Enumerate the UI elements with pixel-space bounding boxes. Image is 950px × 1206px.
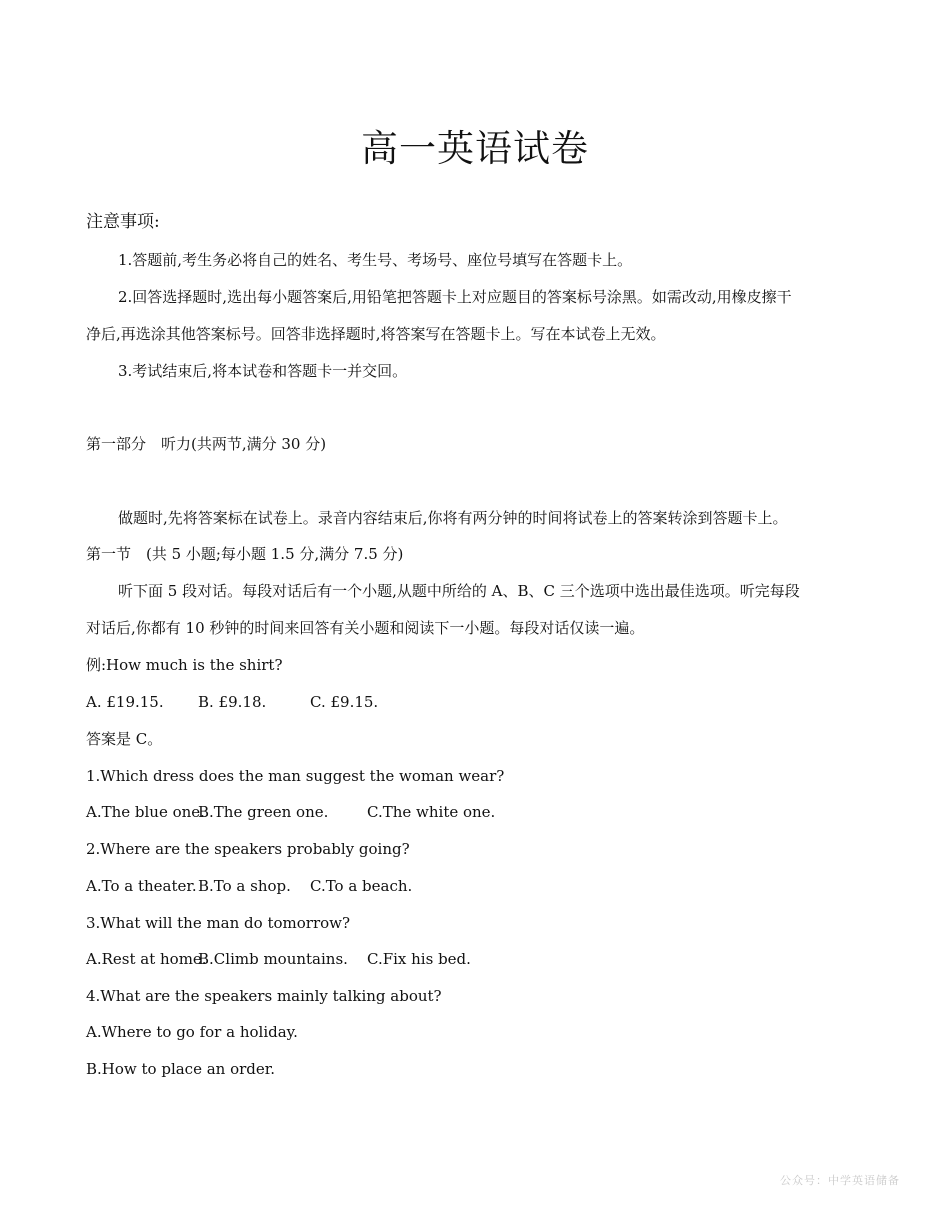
question-2-stem: 2.Where are the speakers probably going? [86, 840, 410, 858]
question-2-option-a: A.To a theater. [86, 877, 197, 895]
notes-item-3: 3.考试结束后,将本试卷和答题卡一并交回。 [118, 362, 408, 380]
watermark: 公众号：中学英语储备 [780, 1174, 900, 1187]
question-1-stem: 1.Which dress does the man suggest the woman wear? [86, 767, 505, 785]
part1-heading: 第一部分 听力(共两节,满分 30 分) [86, 435, 327, 453]
question-4-stem: 4.What are the speakers mainly talking about? [86, 987, 442, 1005]
question-3-option-c: C.Fix his bed. [367, 950, 471, 968]
example-option-b: B. £9.18. [198, 693, 267, 711]
example-options [86, 692, 378, 712]
question-2-option-b: B.To a shop. [198, 877, 291, 895]
notes-item-2-line-2: 净后,再选涂其他答案标号。回答非选择题时,将答案写在答题卡上。写在本试卷上无效。 [86, 325, 666, 343]
section1-instruction-line-2: 对话后,你都有 10 秒钟的时间来回答有关小题和阅读下一小题。每段对话仅读一遍。 [86, 619, 645, 637]
question-2-option-c: C.To a beach. [310, 877, 413, 895]
question-4-option-a: A.Where to go for a holiday. [86, 1023, 298, 1041]
question-1-options [86, 802, 495, 822]
question-3-options [86, 949, 471, 969]
example-question: 例:How much is the shirt? [86, 656, 283, 674]
page-title: 高一英语试卷 [361, 127, 589, 170]
question-3-option-b: B.Climb mountains. [198, 950, 348, 968]
section1-heading: 第一节 (共 5 小题;每小题 1.5 分,满分 7.5 分) [86, 545, 404, 563]
question-1-option-c: C.The white one. [367, 803, 496, 821]
question-1-option-a: A.The blue one. [86, 803, 205, 821]
notes-item-2-line-1: 2.回答选择题时,选出每小题答案后,用铅笔把答题卡上对应题目的答案标号涂黑。如需改动,用橡皮擦干 [118, 288, 792, 306]
question-2-options [86, 876, 412, 896]
notes-item-1: 1.答题前,考生务必将自己的姓名、考生号、考场号、座位号填写在答题卡上。 [118, 251, 633, 269]
notes-heading: 注意事项: [86, 212, 160, 232]
example-option-a: A. £19.15. [86, 693, 164, 711]
question-3-stem: 3.What will the man do tomorrow? [86, 914, 351, 932]
part1-instruction: 做题时,先将答案标在试卷上。录音内容结束后,你将有两分钟的时间将试卷上的答案转涂到答题卡上。 [118, 509, 788, 527]
question-4-option-b: B.How to place an order. [86, 1060, 276, 1078]
question-1-option-b: B.The green one. [198, 803, 329, 821]
section1-instruction-line-1: 听下面 5 段对话。每段对话后有一个小题,从题中所给的 A、B、C 三个选项中选出最佳选项。听完每段 [118, 582, 800, 600]
example-answer: 答案是 C。 [86, 730, 163, 748]
example-option-c: C. £9.15. [310, 693, 379, 711]
question-3-option-a: A.Rest at home. [86, 950, 207, 968]
